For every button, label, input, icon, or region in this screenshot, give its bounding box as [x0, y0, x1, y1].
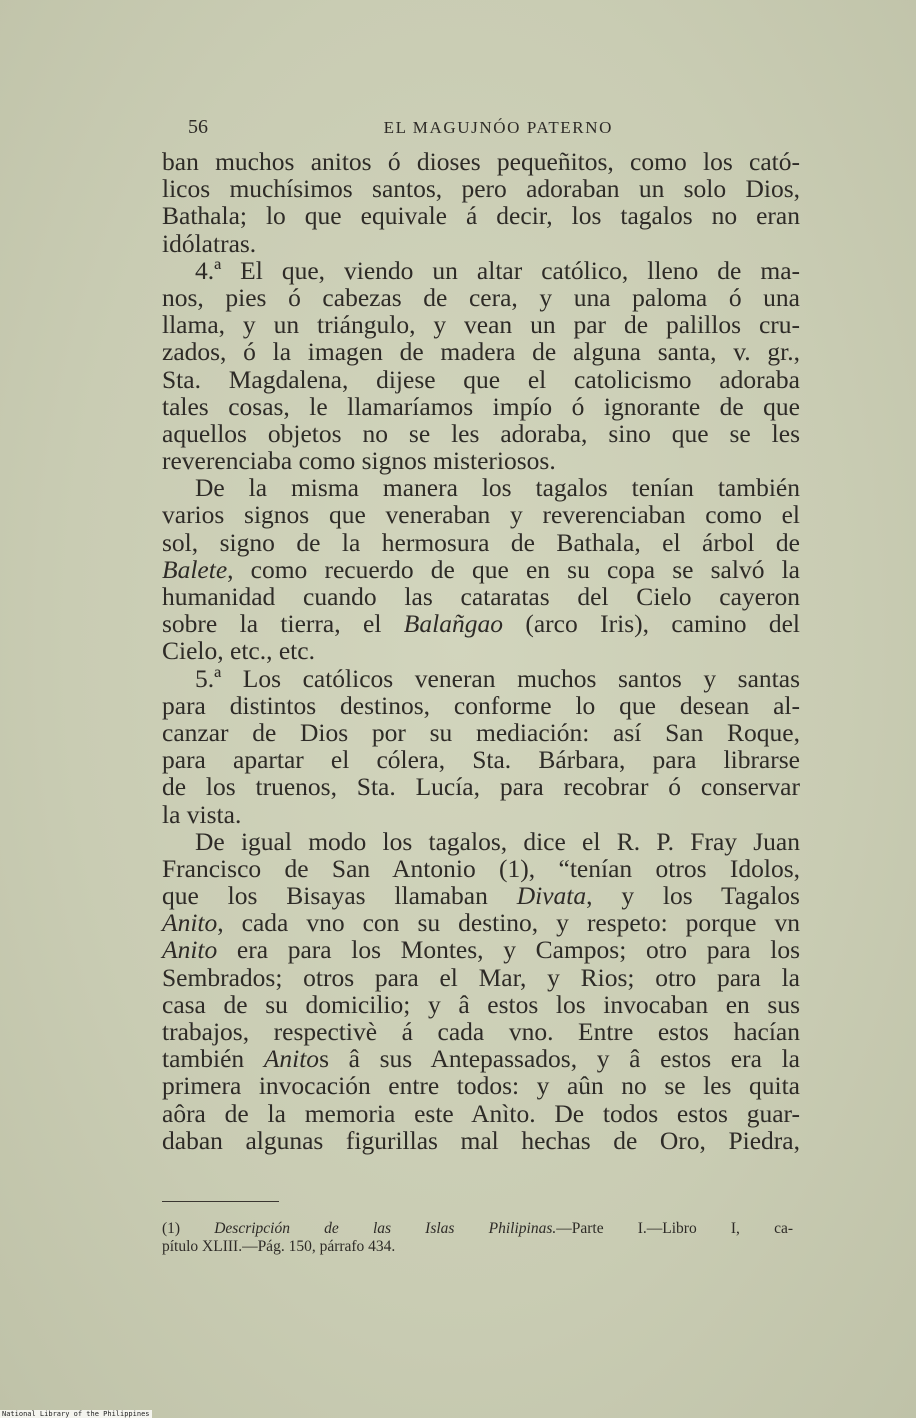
text-line: ban muchos anitos ó dioses pequeñitos, como los cató- — [162, 147, 800, 176]
text-line: 5.ª Los católicos veneran muchos santos y santas — [195, 663, 800, 693]
text-line: nos, pies ó cabezas de cera, y una paloma ó una — [162, 282, 800, 312]
running-title: EL MAGUJNÓO PATERNO — [383, 118, 613, 137]
text-line: para apartar el cólera, Sta. Bárbara, para librarse — [162, 745, 800, 775]
text-line: aôra de la memoria este Anìto. De todos estos guar- — [162, 1098, 800, 1128]
text-line: Bathala; lo que equivale á decir, los tagalos no eran — [162, 201, 800, 231]
footnote-rule — [162, 1201, 279, 1202]
text-line: para distintos destinos, conforme lo que desean al- — [162, 690, 800, 720]
text-line: la vista. — [162, 799, 242, 829]
text-line: canzar de Dios por su mediación: así San Roque, — [162, 717, 800, 747]
text-line: Cielo, etc., etc. — [162, 636, 315, 666]
text-line: tales cosas, le llamaríamos impío ó ignorante de que — [162, 391, 800, 421]
text-line: sobre la tierra, el Balañgao (arco Iris), camino del — [162, 609, 800, 639]
text-line: reverenciaba como signos misteriosos. — [162, 446, 556, 476]
text-line: Balete, como recuerdo de que en su copa se salvó la — [162, 554, 800, 584]
text-line: llama, y un triángulo, y vean un par de palillos cru- — [162, 310, 800, 340]
footnote-line: pítulo XLIII.—Pág. 150, párrafo 434. — [162, 1238, 396, 1255]
text-line: sol, signo de la hermosura de Bathala, el árbol de — [162, 527, 800, 557]
text-line: trabajos, respectivè á cada vno. Entre estos hacían — [162, 1017, 800, 1046]
footnote — [162, 1220, 793, 1256]
text-line: de los truenos, Sta. Lucía, para recobrar ó conservar — [162, 772, 800, 802]
footnote-line: (1) Descripción de las Islas Philipinas.—Parte I.—Libro I, ca- — [162, 1220, 793, 1237]
text-line: también Anitos â sus Antepassados, y â estos era la — [162, 1044, 800, 1074]
text-line: De igual modo los tagalos, dice el R. P. Fray Juan — [195, 826, 800, 856]
text-line: varios signos que veneraban y reverenciaban como el — [162, 500, 800, 530]
text-line: idólatras. — [162, 228, 257, 258]
library-watermark: National Library of the Philippines — [2, 1410, 150, 1418]
text-line: casa de su domicilio; y â estos los invocaban en sus — [162, 989, 800, 1019]
text-line: Anito, cada vno con su destino, y respeto: porque vn — [162, 908, 800, 938]
text-line: Francisco de San Antonio (1), “tenían otros Idolos, — [162, 853, 800, 883]
text-line: Anito era para los Montes, y Campos; otro para los — [162, 935, 800, 965]
page-number: 56 — [188, 116, 208, 138]
text-line: De la misma manera los tagalos tenían también — [195, 473, 800, 503]
text-line: que los Bisayas llamaban Divata, y los Tagalos — [162, 881, 800, 911]
text-line: Sembrados; otros para el Mar, y Rios; otro para la — [162, 962, 800, 992]
text-line: Sta. Magdalena, dijese que el catolicismo adoraba — [162, 364, 800, 394]
text-line: zados, ó la imagen de madera de alguna santa, v. gr., — [162, 337, 800, 367]
text-line: licos muchísimos santos, pero adoraban un solo Dios, — [162, 174, 800, 204]
text-line: primera invocación entre todos: y aûn no se les quita — [162, 1071, 800, 1101]
body-text — [162, 148, 800, 1154]
text-line: 4.ª El que, viendo un altar católico, lleno de ma- — [195, 255, 800, 285]
text-line: humanidad cuando las cataratas del Cielo cayeron — [162, 582, 800, 611]
page-header — [188, 116, 613, 142]
text-line: daban algunas figurillas mal hechas de Oro, Piedra, — [162, 1125, 800, 1155]
text-line: aquellos objetos no se les adoraba, sino que se les — [162, 418, 800, 448]
